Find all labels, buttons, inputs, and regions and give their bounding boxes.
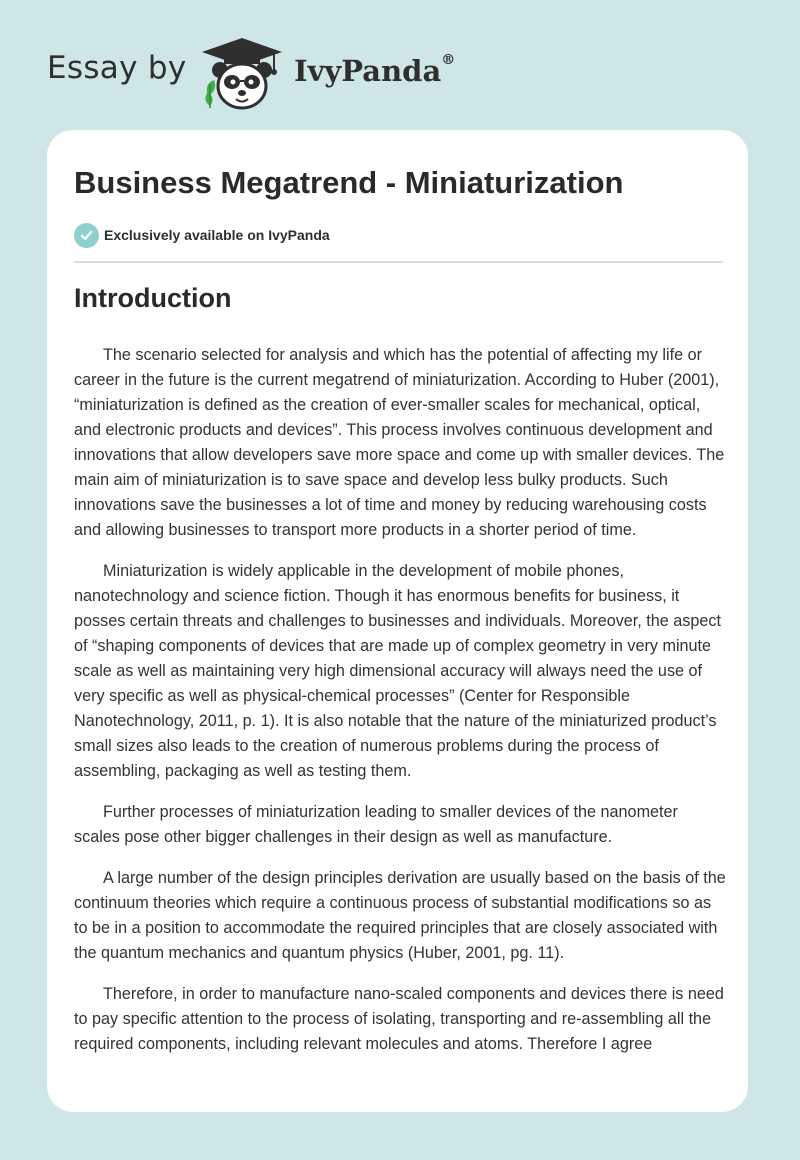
paragraph: Therefore, in order to manufacture nano-scaled components and devices there is need to pay specific attention to the process of isolating, transporting and re-assembling all the required components, including relevant molecules and atoms. Therefore I agree <box>74 985 724 1053</box>
exclusive-badge <box>74 222 330 248</box>
paragraph: Further processes of miniaturization leading to smaller devices of the nanometer scales pose other bigger challenges in their design as well as manufacture. <box>74 803 678 846</box>
site-header <box>0 0 800 130</box>
panda-graduate-icon[interactable] <box>200 36 284 112</box>
paragraph: The scenario selected for analysis and which has the potential of affecting my life or career in the future is the current megatrend of miniaturization. According to Huber (2001), “miniaturization is defined as the creation of ever-smaller scales for mechanical, optical, and electronic products and devices”. This process involves continuous development and innovations that allow developers save more space and come up with smaller devices. The main aim of miniaturization is to save space and develop less bulky products. Such innovations save the businesses a lot of time and money by reducing warehousing costs and allowing businesses to transport more products in a shorter period of time. <box>74 346 725 539</box>
paragraph: Miniaturization is widely applicable in the development of mobile phones, nanotechnology and science fiction. Though it has enormous benefits for business, it posses certain threats and challenges to businesses and individuals. Moreover, the aspect of “shaping components of devices that are made up of complex geometry in very minute scale as well as maintaining very high dimensional accuracy will always need the use of very specific as well as physical-chemical processes” (Center for Responsible Nanotechnology, 2011, p. 1). It is also notable that the nature of the miniaturized product’s small sizes also leads to the creation of numerous problems during the process of assembling, packaging as well as testing them. <box>74 562 721 780</box>
check-circle-icon <box>74 223 99 248</box>
essay-card <box>47 130 748 1112</box>
exclusive-badge-text: Exclusively available on IvyPanda <box>104 227 330 243</box>
divider <box>74 261 723 263</box>
brand-name[interactable] <box>294 54 455 88</box>
paragraph: A large number of the design principles derivation are usually based on the basis of the continuum theories which require a continuous process of substantial modifications so as to be in a position to accommodate the required principles that are closely associated with the quantum mechanics and quantum physics (Huber, 2001, pg. 11). <box>74 869 726 962</box>
page-title: Business Megatrend - Miniaturization <box>74 165 624 200</box>
registered-mark: ® <box>441 52 456 68</box>
brand-text: IvyPanda <box>294 54 442 88</box>
essay-by-label: Essay by <box>47 50 187 86</box>
essay-body <box>74 343 726 1073</box>
section-heading: Introduction <box>74 283 232 313</box>
